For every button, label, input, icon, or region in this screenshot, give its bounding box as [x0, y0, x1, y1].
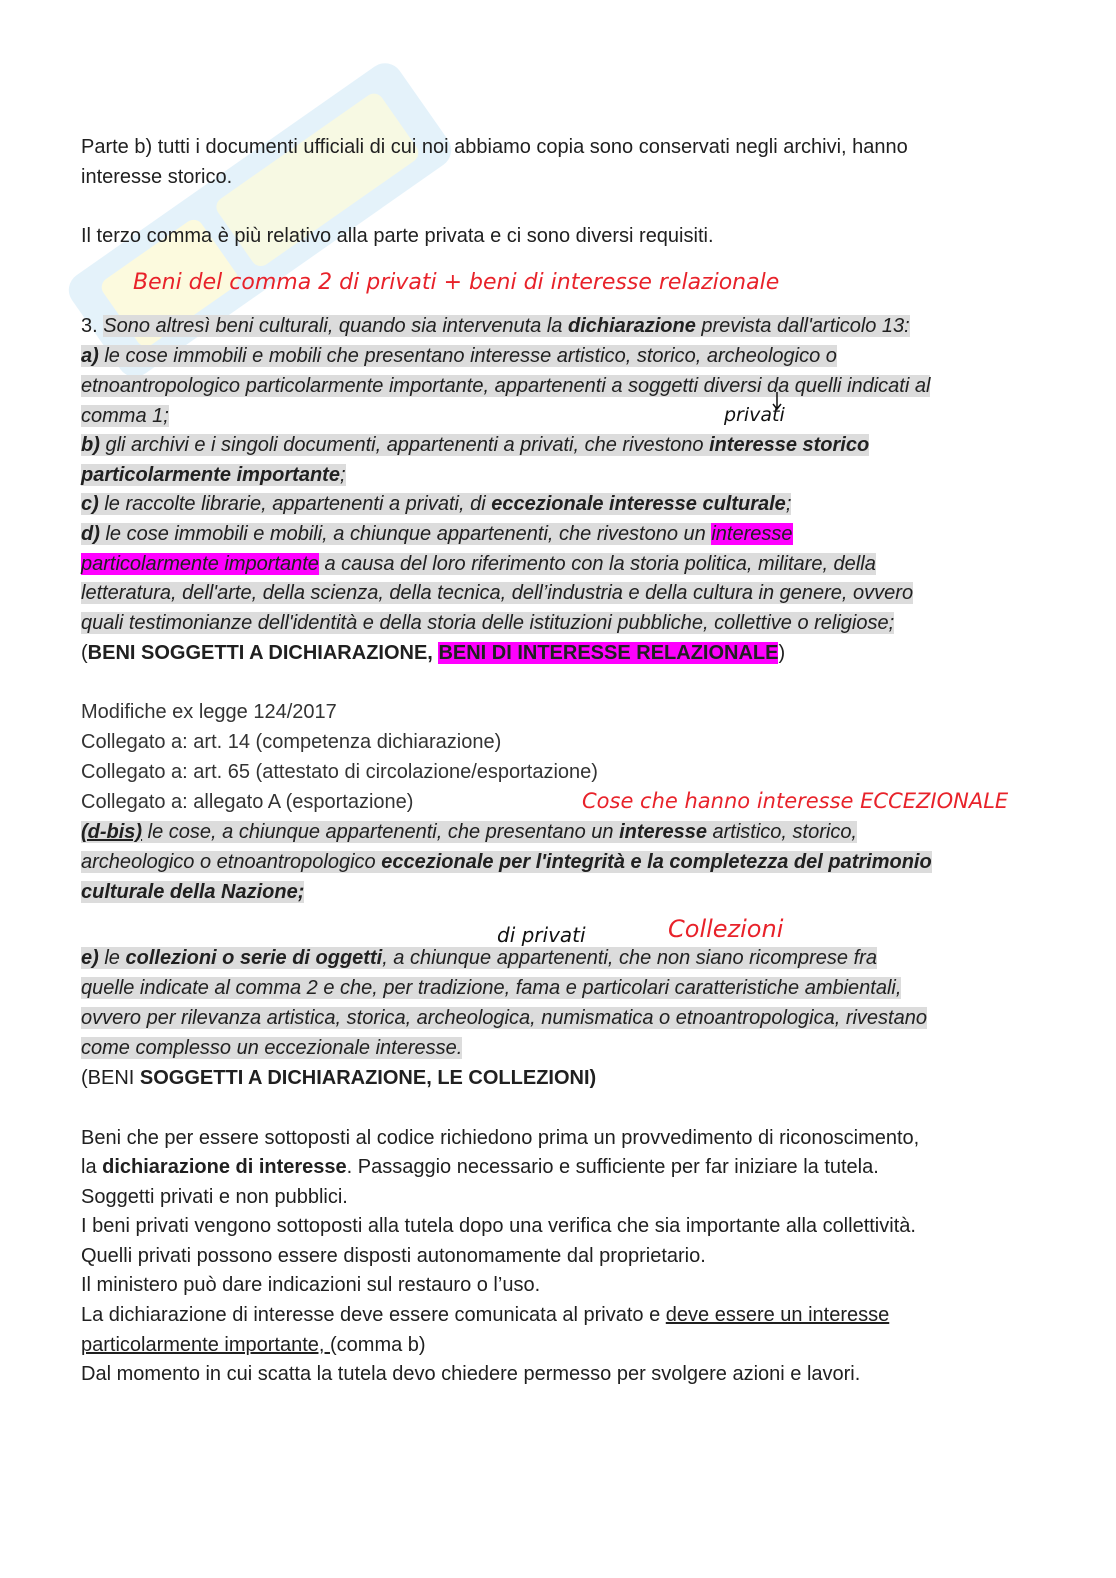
handwritten-privati: privati [724, 404, 785, 426]
note-modifiche: Modifiche ex legge 124/2017 [81, 701, 337, 723]
article-e-line-1: e) le collezioni o serie di oggetti, a chiunque appartenenti, che non siano ricomprese fra [81, 947, 877, 969]
article-e-line-2: quelle indicate al comma 2 e che, per tradizione, fama e particolari caratteristiche ambientali, [81, 977, 902, 999]
closing-line-4: I beni privati vengono sottoposti alla tutela dopo una verifica che sia importante alla collettività. [81, 1215, 916, 1237]
closing-line-1: Beni che per essere sottoposti al codice richiedono prima un provvedimento di riconoscimento, [81, 1127, 920, 1149]
closing-line-8: particolarmente importante, (comma b) [81, 1334, 426, 1356]
closing-line-3: Soggetti privati e non pubblici. [81, 1186, 348, 1208]
article-d-line-3: letteratura, dell'arte, della scienza, della tecnica, dell’industria e della cultura in genere, ovvero [81, 582, 914, 604]
article-e-summary: (BENI SOGGETTI A DICHIARAZIONE, LE COLLEZIONI) [81, 1067, 597, 1089]
article-d-line-1: d) le cose immobili e mobili, a chiunque appartenenti, che rivestono un interesse [81, 523, 793, 545]
closing-line-7: La dichiarazione di interesse deve essere comunicata al privato e deve essere un interesse [81, 1304, 890, 1326]
article-b-line-2: particolarmente importante; [81, 464, 346, 486]
article-d-line-4: quali testimonianze dell'identità e della storia delle istituzioni pubbliche, collettive o religiose; [81, 612, 895, 634]
handwritten-collezioni: Collezioni [668, 915, 784, 943]
article-c-line: c) le raccolte librarie, appartenenti a privati, di eccezionale interesse culturale; [81, 493, 792, 515]
article-e-line-4: come complesso un eccezionale interesse. [81, 1037, 463, 1059]
note-art-14: Collegato a: art. 14 (competenza dichiarazione) [81, 731, 502, 753]
article-intro-line: 3. Sono altresì beni culturali, quando sia intervenuta la dichiarazione prevista dall'articolo 13: [81, 315, 910, 337]
intro-line-1: Parte b) tutti i documenti ufficiali di cui noi abbiamo copia sono conservati negli archivi, hanno [81, 136, 908, 158]
note-allegato-a: Collegato a: allegato A (esportazione) [81, 791, 414, 813]
handwritten-note-top: Beni del comma 2 di privati + beni di interesse relazionale [133, 270, 780, 295]
closing-line-6: Il ministero può dare indicazioni sul restauro o l’uso. [81, 1274, 541, 1296]
dbis-line-3: culturale della Nazione; [81, 881, 305, 903]
article-a-line-1: a) le cose immobili e mobili che presentano interesse artistico, storico, archeologico o [81, 345, 837, 367]
dbis-line-1: (d-bis) le cose, a chiunque appartenenti, che presentano un interesse artistico, storico, [81, 821, 857, 843]
article-e-line-3: ovvero per rilevanza artistica, storica, archeologica, numismatica o etnoantropologica, rivestano [81, 1007, 927, 1029]
handwritten-eccezionale: Cose che hanno interesse ECCEZIONALE [582, 789, 1009, 813]
closing-line-9: Dal momento in cui scatta la tutela devo chiedere permesso per svolgere azioni e lavori. [81, 1363, 861, 1385]
closing-line-2: la dichiarazione di interesse. Passaggio necessario e sufficiente per far iniziare la tutela. [81, 1156, 879, 1178]
third-comma-paragraph: Il terzo comma è più relativo alla parte privata e ci sono diversi requisiti. [81, 225, 714, 247]
article-a-line-2: etnoantropologico particolarmente importante, appartenenti a soggetti diversi da quelli indicati al [81, 375, 931, 397]
article-d-summary: (BENI SOGGETTI A DICHIARAZIONE, BENI DI INTERESSE RELAZIONALE) [81, 642, 786, 664]
intro-line-2: interesse storico. [81, 166, 233, 188]
article-d-line-2: particolarmente importante a causa del loro riferimento con la storia politica, militare, della [81, 553, 876, 575]
closing-line-5: Quelli privati possono essere disposti autonomamente dal proprietario. [81, 1245, 706, 1267]
handwritten-di-privati: di privati [497, 923, 586, 947]
article-a-line-3: comma 1; [81, 405, 169, 427]
article-b-line-1: b) gli archivi e i singoli documenti, appartenenti a privati, che rivestono interesse storico [81, 434, 870, 456]
dbis-line-2: archeologico o etnoantropologico eccezionale per l'integrità e la completezza del patrimonio [81, 851, 932, 873]
note-art-65: Collegato a: art. 65 (attestato di circolazione/esportazione) [81, 761, 598, 783]
